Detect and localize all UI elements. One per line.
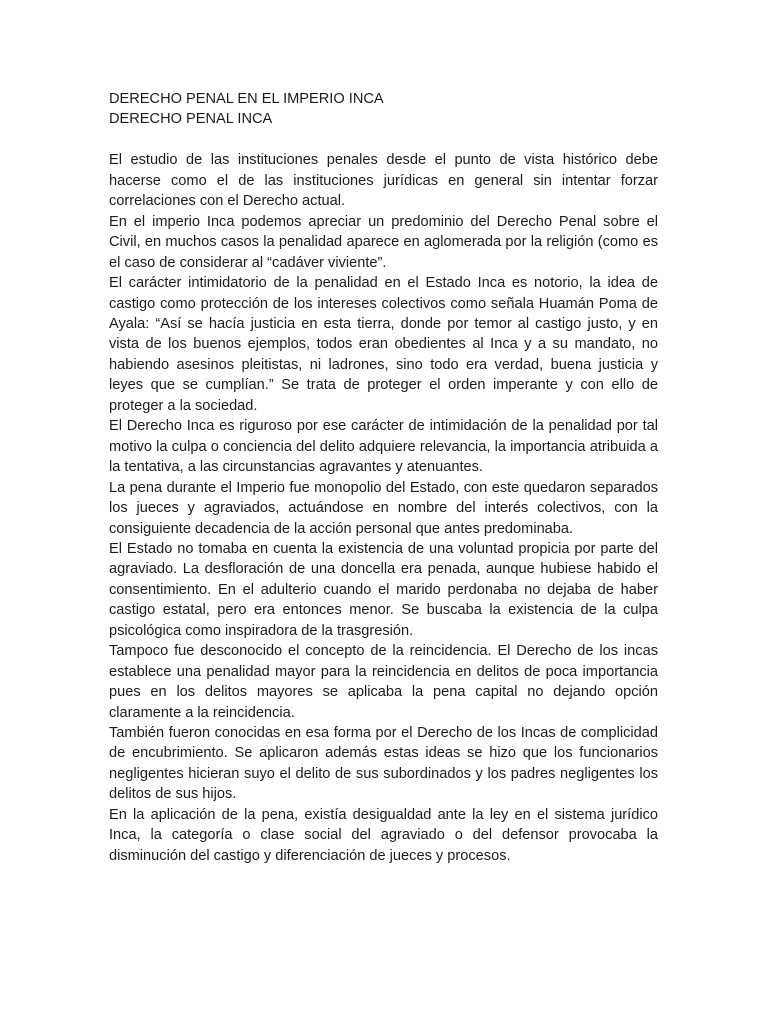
document-title: DERECHO PENAL EN EL IMPERIO INCA [109, 91, 384, 107]
paragraph-complicidad: También fueron conocidas en esa forma por el Derecho de los Incas de complicidad de encubrimiento. Se aplicaron además estas ideas se hizo que los funcionarios negligentes hicieran suyo el delito de sus subordinados y los padres negligentes los delitos de sus hijos. [109, 725, 658, 803]
paragraph-desigualdad: En la aplicación de la pena, existía desigualdad ante la ley en el sistema jurídico Inca, la categoría o clase social del agraviado o del defensor provocaba la disminución del castigo y diferenciación de jueces y procesos. [109, 806, 658, 864]
title-spacer [109, 130, 658, 150]
paragraph-predominio: En el imperio Inca podemos apreciar un predominio del Derecho Penal sobre el Civil, en muchos casos la penalidad aparece en aglomerada por la religión (como es el caso de considerar al “cadáver viviente”. [109, 213, 658, 271]
paragraph-caracter-intimidatorio: El carácter intimidatorio de la penalidad en el Estado Inca es notorio, la idea de castigo como protección de los intereses colectivos como señala Huamán Poma de Ayala: “Así se hacía justicia en esta tierra, donde por temor al castigo justo, y en vista de los buenos ejemplos, todos eran obedientes al Inca y a su mandato, no habiendo asesinos pleitistas, ni ladrones, sino todo era verdad, buena justicia y leyes que se cumplían.” Se trata de proteger el orden imperante y con ello de proteger a la sociedad. [109, 275, 658, 414]
document-subtitle: DERECHO PENAL INCA [109, 111, 273, 128]
paragraph-intro: El estudio de las instituciones penales desde el punto de vista histórico debe hacerse como el de las instituciones jurídicas en general sin intentar forzar correlaciones con el Derecho actual. [109, 152, 658, 210]
paragraph-derecho-riguroso: El Derecho Inca es riguroso por ese carácter de intimidación de la penalidad por tal motivo la culpa o conciencia del delito adquiere relevancia, la importancia atribuida a la tentativa, a las circunstancias agravantes y atenuantes. [109, 418, 658, 476]
paragraph-monopolio-estado: La pena durante el Imperio fue monopolio del Estado, con este quedaron separados los jueces y agraviados, actuándose en nombre del interés colectivos, con la consiguiente decadencia de la acción personal que antes predominaba. [109, 479, 658, 537]
document-body [109, 89, 658, 866]
paragraph-reincidencia: Tampoco fue desconocido el concepto de la reincidencia. El Derecho de los incas establece una penalidad mayor para la reincidencia en delitos de poca importancia pues en los delitos mayores se aplicaba la pena capital no dejando opción claramente a la reincidencia. [109, 643, 658, 721]
paragraph-voluntad-agraviado: El Estado no tomaba en cuenta la existencia de una voluntad propicia por parte del agraviado. La desfloración de una doncella era penada, aunque hubiese habido el consentimiento. En el adulterio cuando el marido perdonaba no dejaba de haber castigo estatal, pero era entonces menor. Se buscaba la existencia de la culpa psicológica como inspiradora de la trasgresión. [109, 540, 658, 639]
